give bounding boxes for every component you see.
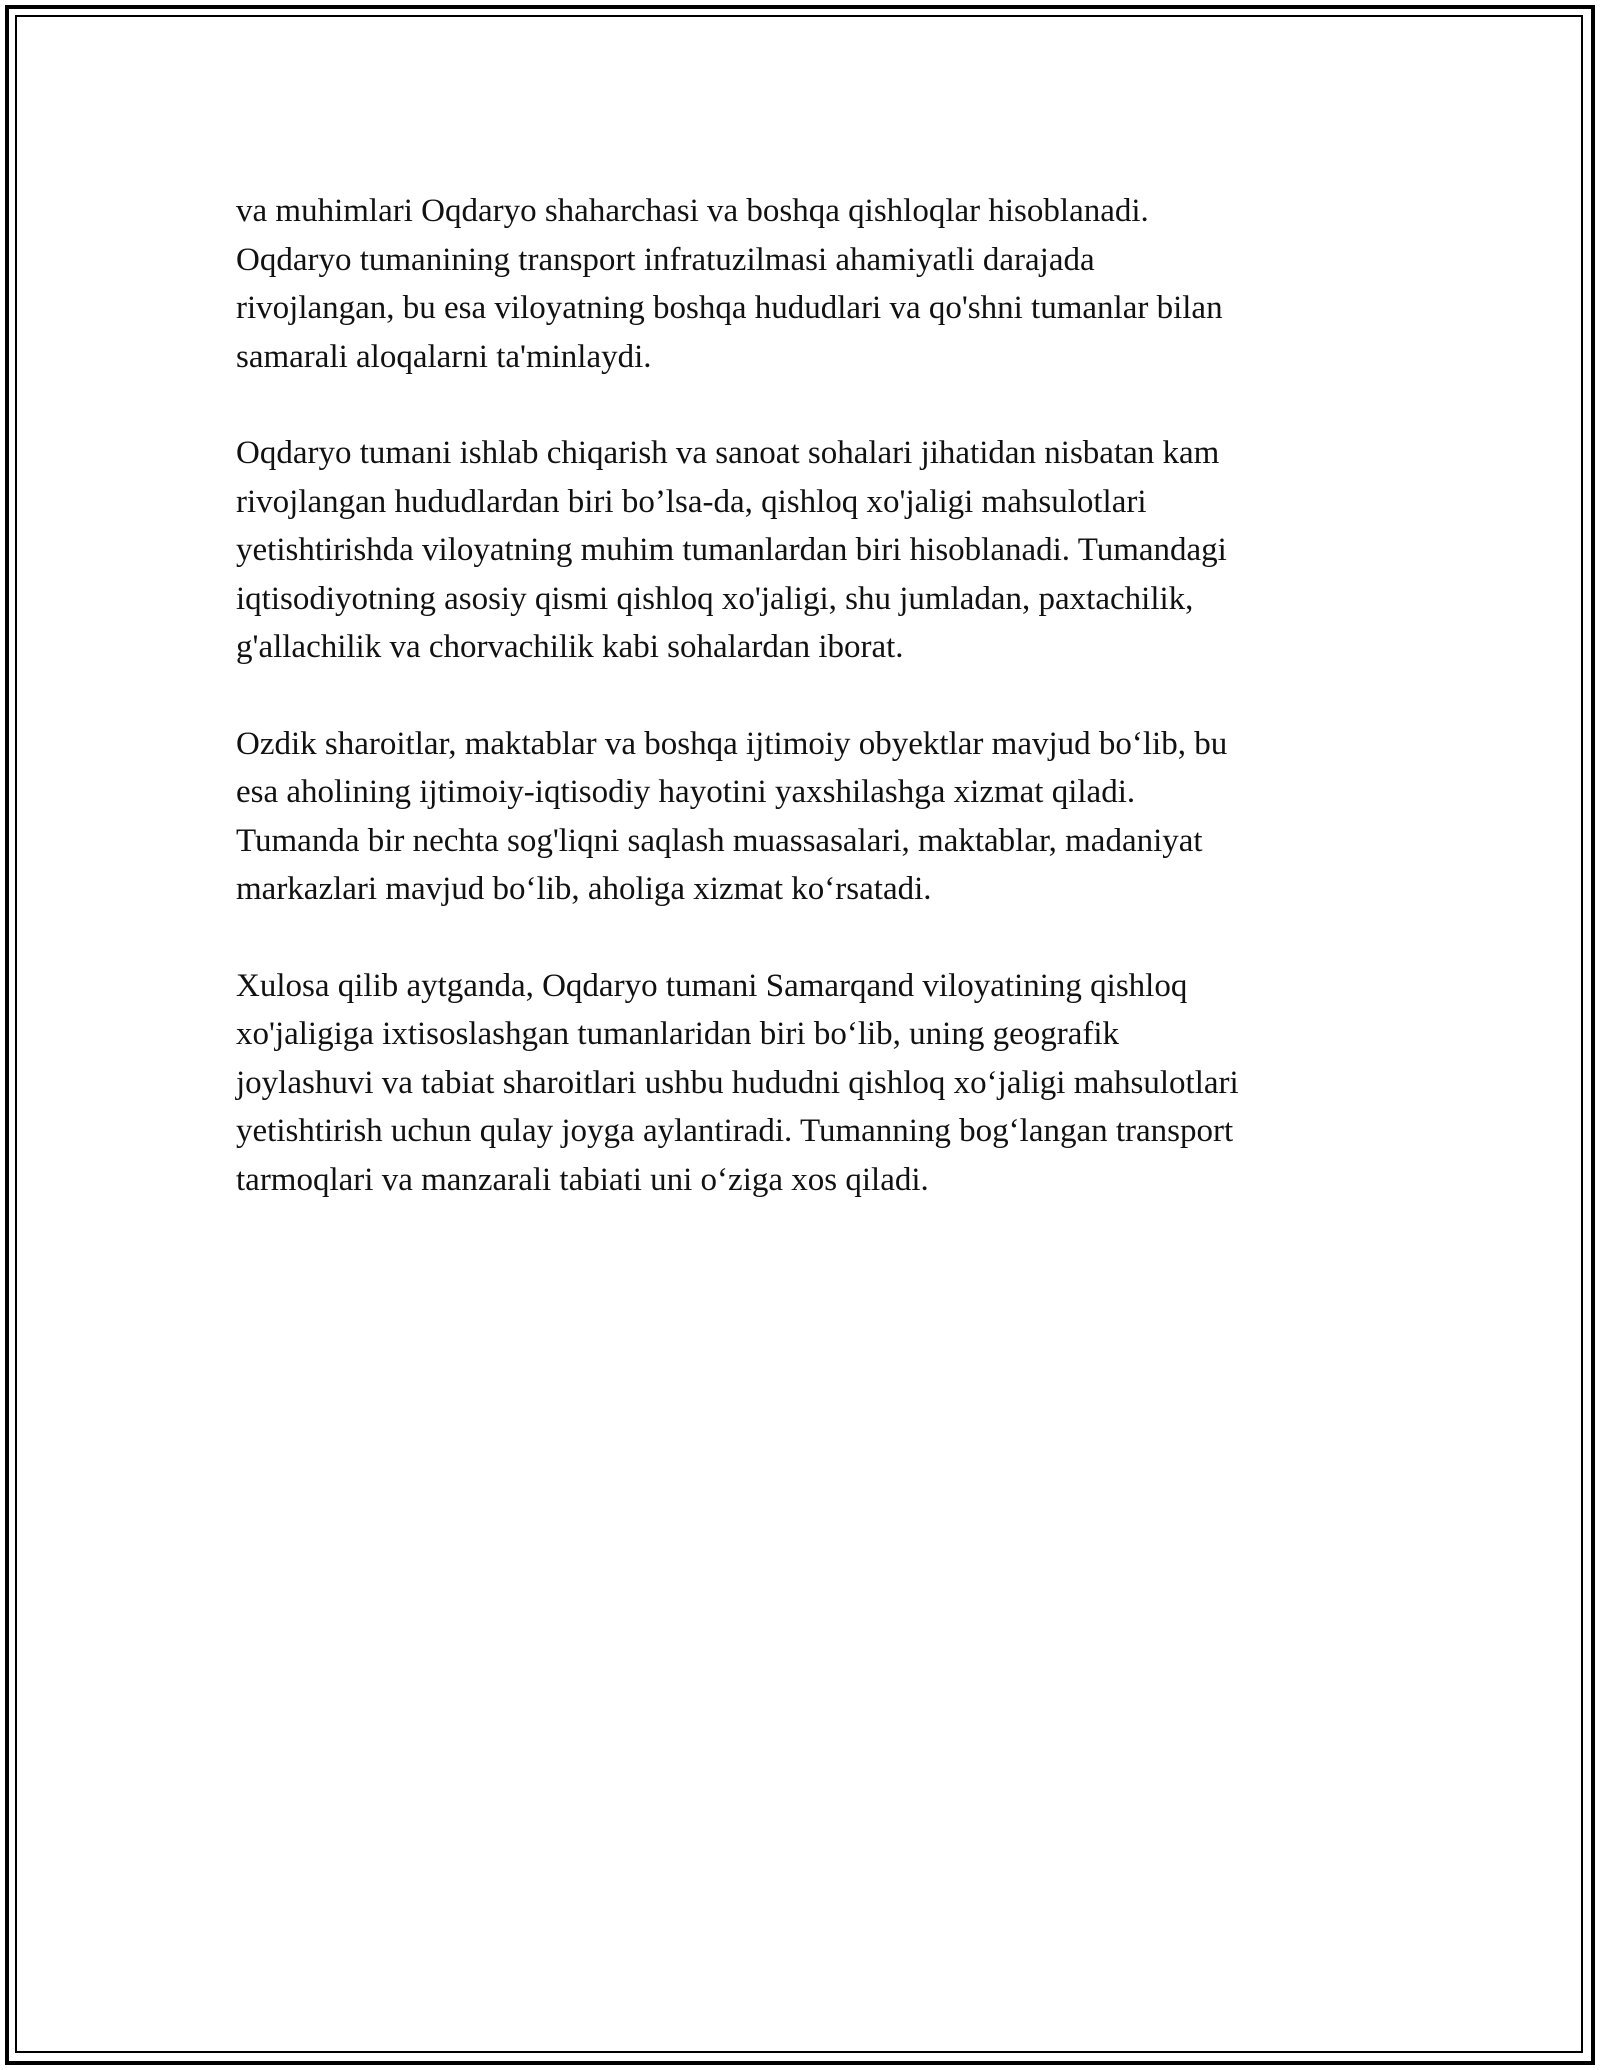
text-line: esa aholining ijtimoiy-iqtisodiy hayotini yaxshilashga xizmat qiladi. [236,774,1136,810]
text-line: yetishtirishda viloyatning muhim tumanlardan biri hisoblanadi. Tumandagi [236,532,1227,568]
text-line: tarmoqlari va manzarali tabiati uni o‘ziga xos qiladi. [236,1161,929,1198]
text-line: Tumanda bir nechta sog'liqni saqlash muassasalari, maktablar, madaniyat [236,822,1203,859]
text-line: rivojlangan, bu esa viloyatning boshqa hududlari va qo'shni tumanlar bilan [236,290,1223,326]
text-line: Ozdik sharoitlar, maktablar va boshqa ijtimoiy obyektlar mavjud bo‘lib, bu [236,725,1228,762]
text-line: iqtisodiyotning asosiy qismi qishloq xo'jaligi, shu jumladan, paxtachilik, [236,580,1194,617]
paragraph-3 [236,720,1366,914]
text-line: va muhimlari Oqdaryo shaharchasi va boshqa qishloqlar hisoblanadi. [236,193,1149,229]
document-body [236,187,1366,1252]
paragraph-2 [236,429,1366,672]
text-line: joylashuvi va tabiat sharoitlari ushbu hududni qishloq xo‘jaligi mahsulotlari [236,1064,1239,1101]
text-line: samarali aloqalarni ta'minlaydi. [236,338,652,375]
text-line: g'allachilik va chorvachilik kabi sohalardan iborat. [236,629,904,665]
text-line: rivojlangan hududlardan biri bo’lsa-da, qishloq xo'jaligi mahsulotlari [236,483,1147,520]
text-line: Xulosa qilib aytganda, Oqdaryo tumani Samarqand viloyatining qishloq [236,967,1188,1004]
text-line: markazlari mavjud bo‘lib, aholiga xizmat ko‘rsatadi. [236,871,932,907]
text-line: xo'jaligiga ixtisoslashgan tumanlaridan biri bo‘lib, uning geografik [236,1016,1120,1052]
paragraph-4 [236,962,1366,1205]
text-line: Oqdaryo tumani ishlab chiqarish va sanoat sohalari jihatidan nisbatan kam [236,435,1220,471]
text-line: Oqdaryo tumanining transport infratuzilmasi ahamiyatli darajada [236,241,1095,278]
text-line: yetishtirish uchun qulay joyga aylantiradi. Tumanning bog‘langan transport [236,1113,1234,1149]
paragraph-1 [236,187,1366,381]
